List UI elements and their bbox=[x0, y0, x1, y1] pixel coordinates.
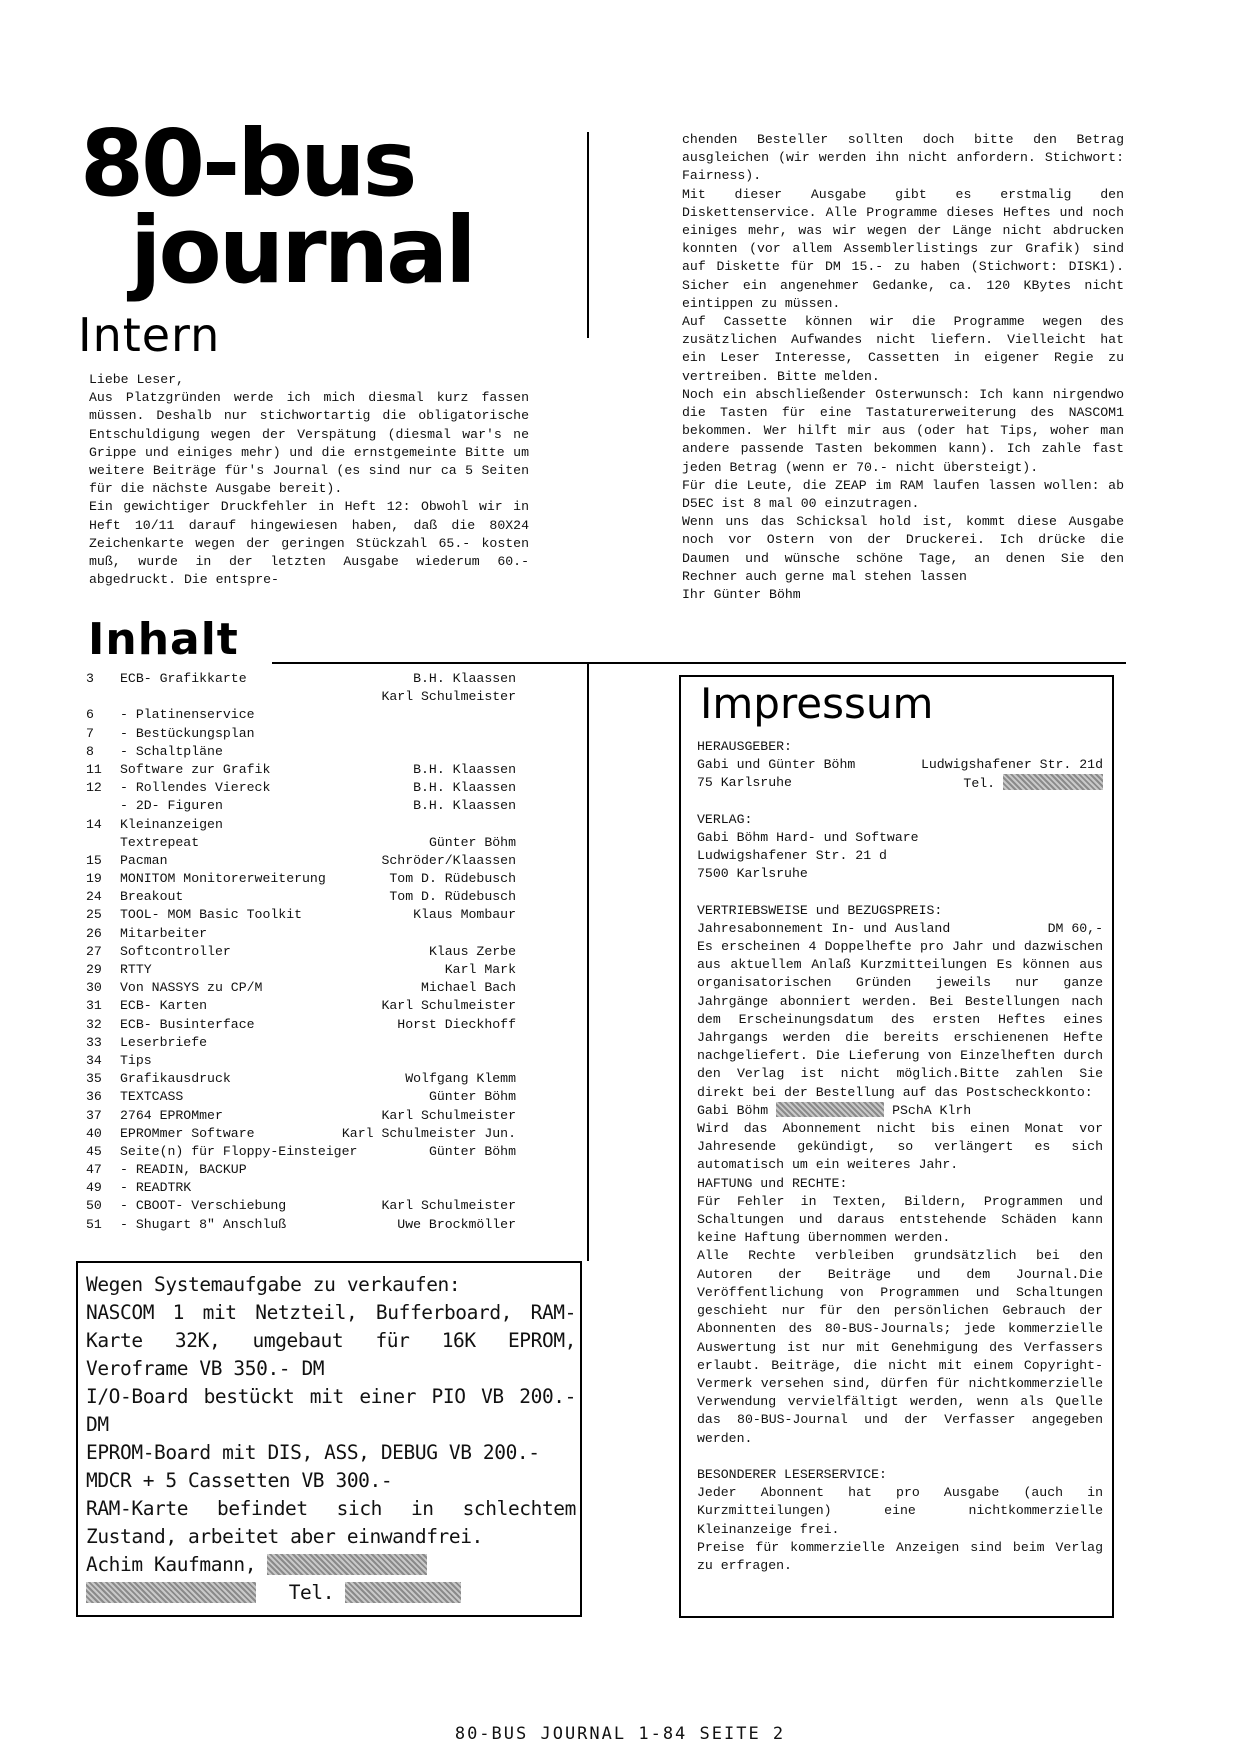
toc-page-number bbox=[86, 797, 120, 815]
intern-paragraph: Für die Leute, die ZEAP im RAM laufen lassen wollen: ab D5EC ist 8 mal 00 einzutragen. bbox=[682, 477, 1124, 512]
jahresabo-label: Jahresabonnement In- und Ausland bbox=[697, 920, 951, 936]
toc-title: Grafikausdruck bbox=[120, 1071, 231, 1087]
intern-paragraph: chenden Besteller sollten doch bitte den Betrag ausgleichen (wir werden ihn nicht anfordern. Stichwort: Fairness). bbox=[682, 132, 1124, 184]
ad-tel-label: Tel. bbox=[288, 1581, 335, 1604]
toc-title: Breakout bbox=[120, 889, 184, 905]
toc-title: Von NASSYS zu CP/M bbox=[120, 980, 263, 996]
toc-row bbox=[86, 1070, 516, 1088]
ad-line: RAM-Karte befindet sich in schlechtem Zustand, arbeitet aber einwandfrei. bbox=[86, 1497, 576, 1548]
verlag-line: 7500 Karlsruhe bbox=[697, 866, 808, 882]
toc-title: Softcontroller bbox=[120, 943, 231, 959]
intern-paragraph: Wenn uns das Schicksal hold ist, kommt diese Ausgabe noch vor Ostern von der Druckerei. Ich drücke die Daumen und wünsche schöne Tage, an denen Sie den Rechner auch gerne mal stehen lassen bbox=[682, 514, 1124, 584]
intern-left-column bbox=[89, 371, 529, 589]
toc-page-number: 32 bbox=[86, 1016, 102, 1032]
herausgeber-city-line bbox=[697, 774, 1103, 792]
toc-author: Schröder/Klaassen bbox=[381, 852, 516, 868]
toc-page-number: 27 bbox=[86, 943, 102, 959]
ad-line: Wegen Systemaufgabe zu verkaufen: bbox=[86, 1273, 461, 1296]
toc-title: Kleinanzeigen bbox=[120, 816, 223, 832]
toc-title: - READTRK bbox=[120, 1180, 192, 1196]
toc-author: Horst Dieckhoff bbox=[397, 1016, 516, 1032]
toc-author: Tom D. Rüdebusch bbox=[389, 889, 516, 905]
toc-page-number: 45 bbox=[86, 1143, 102, 1159]
impressum-body bbox=[697, 738, 1103, 1575]
toc-title: - 2D- Figuren bbox=[120, 798, 223, 814]
toc-title: RTTY bbox=[120, 962, 152, 977]
rechte-text: Alle Rechte verbleiben grundsätzlich bei den Autoren der Beiträge und dem Journal.Die Veröffentlichung von Programmen und Schaltungen geschieht nur für den persönlichen Gebrauch der Abonnenten des 80-BUS-Journals; jede kommerzielle Auswertung ist nur mit Genehmigung des Verfassers erlaubt. Beiträge, die nicht mit einem Copyright- Vermerk versehen sind, dürfen für nichtkommerzielle Verwendung vervielfältigt werden, wenn als Quelle das 80-BUS-Journal und der Verfasser angegeben werden. bbox=[697, 1248, 1103, 1446]
toc-row bbox=[86, 852, 516, 870]
toc-title: - CBOOT- Verschiebung bbox=[120, 1198, 287, 1214]
ad-line: NASCOM 1 mit Netzteil, Bufferboard, RAM-Karte 32K, umgebaut für 16K EPROM, Veroframe VB 350.- DM bbox=[86, 1301, 576, 1380]
toc-author: Karl Mark bbox=[444, 962, 516, 977]
toc-title: Tips bbox=[120, 1052, 152, 1068]
toc-row bbox=[86, 1161, 516, 1179]
toc-title: - Rollendes Viereck bbox=[120, 780, 271, 796]
toc-row bbox=[86, 1034, 516, 1052]
toc-page-number: 49 bbox=[86, 1180, 102, 1196]
toc-row bbox=[86, 797, 516, 815]
toc-title: - READIN, BACKUP bbox=[120, 1162, 247, 1178]
intern-paragraph: Noch ein abschließender Osterwunsch: Ich kann nirgendwo die Tasten für eine Tastaturerweiterung des NASCOM1 bekommen. Wer hilft mir aus (oder hat Tips, woher man andere passende Tasten bekommen kann). Ich zahle fast jeden Betrag (wenn er 70.- nicht übersteigt). bbox=[682, 386, 1124, 475]
toc-page-number: 26 bbox=[86, 925, 102, 941]
toc-author: Tom D. Rüdebusch bbox=[389, 871, 516, 887]
intern-paragraph: Liebe Leser, bbox=[89, 372, 184, 387]
toc-title: Software zur Grafik bbox=[120, 761, 271, 777]
toc-row bbox=[86, 1052, 516, 1070]
toc-page-number bbox=[86, 688, 120, 706]
toc-author: B.H. Klaassen bbox=[413, 780, 516, 796]
toc-author: B.H. Klaassen bbox=[413, 671, 516, 686]
page-footer: 80-BUS JOURNAL 1-84 SEITE 2 bbox=[454, 1724, 786, 1744]
toc-title: ECB- Karten bbox=[120, 998, 208, 1014]
konto-name: Gabi Böhm bbox=[697, 1102, 769, 1118]
toc-page-number: 8 bbox=[86, 743, 94, 759]
toc-author: Karl Schulmeister bbox=[381, 689, 516, 705]
herausgeber-name: Gabi und Günter Böhm bbox=[697, 757, 856, 773]
toc-row bbox=[86, 888, 516, 906]
toc-row bbox=[86, 997, 516, 1015]
toc-row bbox=[86, 961, 516, 979]
toc-author: Karl Schulmeister bbox=[381, 1107, 516, 1123]
toc-row bbox=[86, 816, 516, 834]
toc-page-number: 12 bbox=[86, 780, 102, 796]
toc-author: Michael Bach bbox=[421, 980, 516, 996]
inhalt-heading: Inhalt bbox=[88, 614, 239, 665]
toc-title: Mitarbeiter bbox=[120, 925, 208, 941]
toc-page-number: 14 bbox=[86, 816, 102, 832]
toc-page-number: 51 bbox=[86, 1216, 102, 1232]
toc-row bbox=[86, 1107, 516, 1125]
toc-row bbox=[86, 743, 516, 761]
toc-page-number: 50 bbox=[86, 1198, 102, 1214]
vertrieb-label: VERTRIEBSWEISE und BEZUGSPREIS: bbox=[697, 902, 943, 918]
toc-row bbox=[86, 943, 516, 961]
impressum-tel-label: Tel. bbox=[963, 776, 996, 792]
toc-page-number: 3 bbox=[86, 671, 94, 686]
toc-title: - Platinenservice bbox=[120, 707, 255, 723]
toc-page-number: 37 bbox=[86, 1107, 102, 1123]
intern-heading: Intern bbox=[78, 308, 221, 362]
ad-line: EPROM-Board mit DIS, ASS, DEBUG VB 200.- bbox=[86, 1441, 540, 1464]
toc-row bbox=[86, 688, 516, 706]
toc-author: Günter Böhm bbox=[428, 1089, 516, 1105]
ad-contact-name: Achim Kaufmann, bbox=[86, 1553, 257, 1576]
konto-line bbox=[697, 1102, 1103, 1120]
toc-title: MONITOM Monitorerweiterung bbox=[120, 871, 326, 887]
toc-page-number: 6 bbox=[86, 707, 94, 723]
service-text: Jeder Abonnent hat pro Ausgabe (auch in Kurzmitteilungen) eine nichtkommerzielle Kleinanzeige frei. bbox=[697, 1485, 1103, 1537]
toc-page-number: 19 bbox=[86, 871, 102, 887]
toc-author: Klaus Mombaur bbox=[413, 907, 516, 923]
classified-ad-text bbox=[86, 1271, 576, 1607]
intern-paragraph: Aus Platzgründen werde ich mich diesmal kurz fassen müssen. Deshalb nur stichwortartig die obligatorische Entschuldigung wegen der Verspätung (diesmal war's ne Grippe und einiges mehr) und die ernstgemeinte Bitte um weitere Beiträge für's Journal (es sind nur ca 5 Seiten für die nächste Ausgabe bereit). bbox=[89, 390, 529, 497]
toc-title: - Shugart 8" Anschluß bbox=[120, 1216, 287, 1232]
toc-title: - Schaltpläne bbox=[120, 743, 223, 759]
toc-title bbox=[120, 688, 381, 706]
toc-page-number: 33 bbox=[86, 1034, 102, 1050]
toc-row bbox=[86, 834, 516, 852]
toc-title: EPROMmer Software bbox=[120, 1125, 255, 1141]
preise-text: Preise für kommerzielle Anzeigen sind beim Verlag zu erfragen. bbox=[697, 1539, 1103, 1573]
toc-title: TEXTCASS bbox=[120, 1089, 184, 1105]
classified-ad-box bbox=[76, 1261, 582, 1617]
toc-author: Günter Böhm bbox=[428, 834, 516, 850]
jahresabo-price: DM 60,- bbox=[1047, 920, 1103, 936]
redacted-city bbox=[86, 1582, 256, 1603]
toc-title: Pacman bbox=[120, 852, 168, 868]
toc-page-number: 47 bbox=[86, 1162, 102, 1178]
toc-title: Textrepeat bbox=[120, 834, 200, 850]
toc-title: ECB- Businterface bbox=[120, 1016, 255, 1032]
toc-page-number: 40 bbox=[86, 1125, 102, 1141]
toc-title: - Bestückungsplan bbox=[120, 725, 255, 741]
toc-row bbox=[86, 1125, 516, 1143]
toc-title: Leserbriefe bbox=[120, 1034, 208, 1050]
toc-page-number: 15 bbox=[86, 852, 102, 868]
toc-author: Wolfgang Klemm bbox=[405, 1071, 516, 1087]
intern-paragraph: Ein gewichtiger Druckfehler in Heft 12: Obwohl wir in Heft 10/11 darauf hingewiesen haben, daß die 80X24 Zeichenkarte wegen der geringen Stückzahl 65.- kosten muß, wurde in der letzten Ausgabe wiederum 60.- abgedruckt. Die entspre- bbox=[89, 499, 529, 588]
toc-page-number: 11 bbox=[86, 761, 102, 777]
toc-row bbox=[86, 870, 516, 888]
toc-page-number: 31 bbox=[86, 998, 102, 1014]
toc-page-number: 36 bbox=[86, 1089, 102, 1105]
toc-page-number bbox=[86, 834, 120, 852]
toc-row bbox=[86, 1088, 516, 1106]
toc-author: Günter Böhm bbox=[428, 1143, 516, 1159]
toc-row bbox=[86, 706, 516, 724]
section-rule bbox=[272, 662, 1126, 664]
toc-row bbox=[86, 779, 516, 797]
toc-author: B.H. Klaassen bbox=[413, 761, 516, 777]
toc-page-number: 30 bbox=[86, 980, 102, 996]
toc-row bbox=[86, 979, 516, 997]
intern-signature: Ihr Günter Böhm bbox=[682, 587, 801, 603]
toc-row bbox=[86, 1197, 516, 1215]
toc-author: Uwe Brockmöller bbox=[397, 1216, 516, 1232]
herausgeber-line bbox=[697, 756, 1103, 774]
toc-row bbox=[86, 761, 516, 779]
ad-line: MDCR + 5 Cassetten VB 300.- bbox=[86, 1469, 393, 1492]
redacted-phone bbox=[1003, 774, 1103, 790]
service-label: BESONDERER LESERSERVICE: bbox=[697, 1466, 887, 1482]
toc-author: Karl Schulmeister Jun. bbox=[341, 1125, 516, 1141]
abo-text: Wird das Abonnement nicht bis einen Monat vor Jahresende gekündigt, so verlängert es sich automatisch um ein weiteres Jahr. bbox=[697, 1121, 1103, 1173]
ad-phone bbox=[86, 1579, 576, 1607]
toc-row bbox=[86, 906, 516, 924]
toc-page-number: 25 bbox=[86, 907, 102, 923]
toc-row bbox=[86, 1143, 516, 1161]
toc-page-number: 29 bbox=[86, 962, 102, 977]
intern-right-column bbox=[682, 131, 1124, 604]
verlag-line: Ludwigshafener Str. 21 d bbox=[697, 848, 887, 864]
konto-bank: PSchA Klrh bbox=[892, 1102, 972, 1118]
vertrieb-text: Es erscheinen 4 Doppelhefte pro Jahr und dazwischen aus aktuellem Anlaß Kurzmitteilungen Es können aus organisatorischen Gründen jeweils nur ganze Jahrgänge abonniert werden. Bei Bestellungen nach dem Erscheinungsdatum des ersten Heftes eines Jahrgangs werden die bereits erschienenen Hefte nachgeliefert. Die Lieferung von Einzelheften durch den Verlag ist nicht möglich.Bitte zahlen Sie direkt bei der Bestellung auf das Postscheckkonto: bbox=[697, 939, 1103, 1100]
middle-column-divider bbox=[587, 664, 589, 1261]
toc-page-number: 35 bbox=[86, 1071, 102, 1087]
ad-line: I/O-Board bestückt mit einer PIO VB 200.- DM bbox=[86, 1385, 576, 1436]
toc-page-number: 34 bbox=[86, 1052, 102, 1068]
toc-title: TOOL- MOM Basic Toolkit bbox=[120, 907, 303, 923]
toc-author: Klaus Zerbe bbox=[428, 943, 516, 959]
herausgeber-city: 75 Karlsruhe bbox=[697, 775, 792, 791]
redacted-account bbox=[776, 1102, 884, 1117]
toc-row bbox=[86, 670, 516, 688]
redacted-address bbox=[267, 1554, 427, 1575]
haftung-label: HAFTUNG und RECHTE: bbox=[697, 1175, 848, 1191]
impressum-heading: Impressum bbox=[700, 679, 934, 728]
table-of-contents bbox=[86, 670, 516, 1234]
ad-contact bbox=[86, 1551, 576, 1579]
masthead-line-1: 80-bus bbox=[80, 110, 415, 217]
toc-row bbox=[86, 925, 516, 943]
verlag-label: VERLAG: bbox=[697, 811, 753, 827]
toc-title: ECB- Grafikkarte bbox=[120, 671, 247, 686]
top-column-divider bbox=[587, 132, 589, 338]
toc-row bbox=[86, 1179, 516, 1197]
herausgeber-label: HERAUSGEBER: bbox=[697, 739, 792, 754]
toc-page-number: 24 bbox=[86, 889, 102, 905]
toc-author: B.H. Klaassen bbox=[413, 798, 516, 814]
verlag-line: Gabi Böhm Hard- und Software bbox=[697, 829, 919, 845]
intern-paragraph: Auf Cassette können wir die Programme wegen des zusätzlichen Aufwandes nicht liefern. Vielleicht hat ein Leser Interesse, Cassetten in eigener Regie zu vertreiben. Bitte melden. bbox=[682, 314, 1124, 384]
intern-paragraph: Mit dieser Ausgabe gibt es erstmalig den Diskettenservice. Alle Programme dieses Heftes und noch einiges mehr, was wir wegen der Länge nicht abdrucken konnten (vor allem Assemblerlistings zur Grafik) sind auf Diskette für DM 15.- zu haben (Stichwort: DISK1). Sicher ein angenehmer Gedanke, ca. 120 KBytes nicht eintippen zu müssen. bbox=[682, 186, 1124, 311]
masthead-line-2: journal bbox=[130, 197, 474, 304]
redacted-phone bbox=[345, 1582, 461, 1603]
haftung-text: Für Fehler in Texten, Bildern, Programmen und Schaltungen und daraus entstehende Schäden kann keine Haftung übernommen werden. bbox=[697, 1193, 1103, 1246]
toc-author: Karl Schulmeister bbox=[381, 1198, 516, 1214]
toc-row bbox=[86, 1016, 516, 1034]
toc-row bbox=[86, 725, 516, 743]
toc-title: Seite(n) für Floppy-Einsteiger bbox=[120, 1143, 358, 1159]
toc-author: Karl Schulmeister bbox=[381, 998, 516, 1014]
toc-row bbox=[86, 1216, 516, 1234]
toc-page-number: 7 bbox=[86, 725, 94, 741]
herausgeber-street: Ludwigshafener Str. 21d bbox=[920, 757, 1103, 773]
jahresabo-line bbox=[697, 920, 1103, 938]
toc-title: 2764 EPROMmer bbox=[120, 1107, 223, 1123]
